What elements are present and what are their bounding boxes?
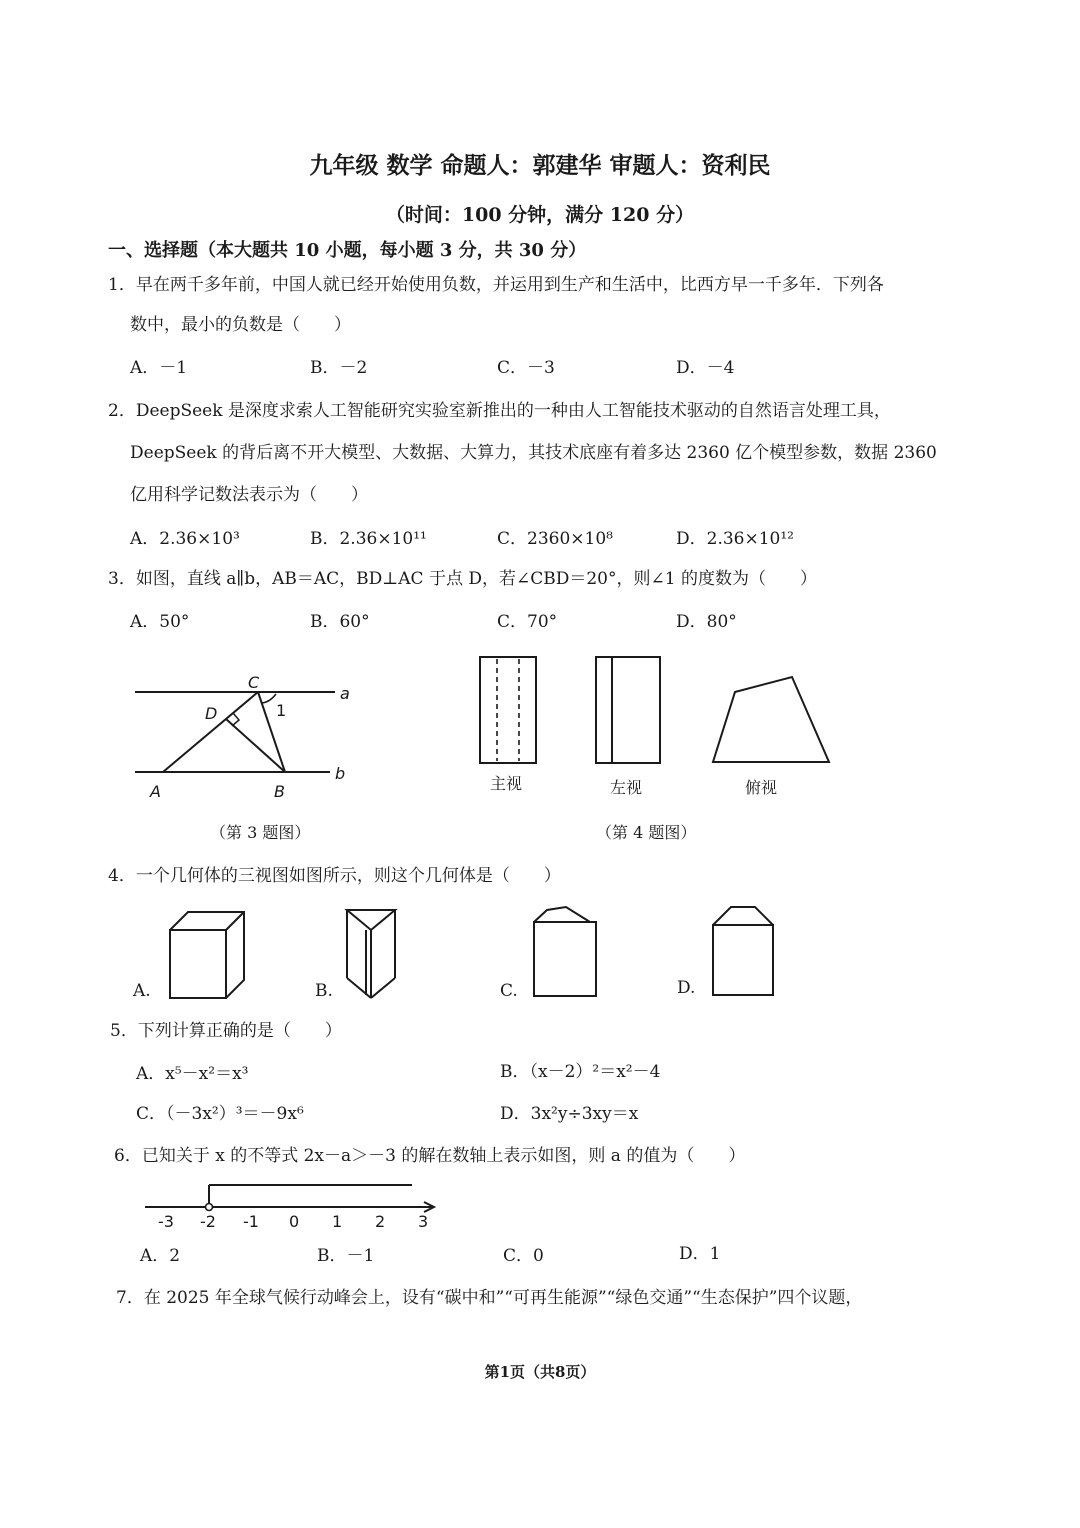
question-4-option-d: D. bbox=[677, 978, 696, 998]
label-a-line: a bbox=[340, 684, 350, 703]
question-4-line-1: 4．一个几何体的三视图如图所示，则这个几何体是（ ） bbox=[108, 866, 561, 886]
label-a-point: A bbox=[150, 782, 161, 801]
question-2-line-1: 2．DeepSeek 是深度求索人工智能研究实验室新推出的一种由人工智能技术驱动的自然语言处理工具， bbox=[108, 401, 891, 421]
front-view-label: 主视 bbox=[490, 774, 523, 793]
question-3-option-d: D．80° bbox=[676, 612, 737, 632]
question-2-line-2: DeepSeek 的背后离不开大模型、大数据、大算力，其技术底座有着多达 2360 亿个模型参数，数据 2360 bbox=[130, 443, 937, 463]
question-6-option-d: D．1 bbox=[679, 1244, 721, 1264]
question-1-option-a: A．－1 bbox=[130, 358, 188, 378]
question-6-option-b: B．－1 bbox=[317, 1246, 375, 1266]
question-2-option-b: B．2.36×10¹¹ bbox=[310, 529, 427, 549]
question-1-option-d: D．－4 bbox=[676, 358, 735, 378]
question-5-option-b: B．（x－2）²＝x²－4 bbox=[500, 1062, 661, 1082]
label-b-line: b bbox=[335, 764, 346, 783]
question-3-line-1: 3．如图，直线 a∥b，AB＝AC，BD⊥AC 于点 D，若∠CBD＝20°，则∠1 的度数为（ ） bbox=[108, 569, 817, 589]
tick-label: -1 bbox=[243, 1212, 259, 1231]
tick-label: -3 bbox=[158, 1212, 174, 1231]
question-2-option-a: A．2.36×10³ bbox=[130, 529, 240, 549]
label-angle-1: 1 bbox=[276, 701, 287, 720]
question-1-option-c: C．－3 bbox=[497, 358, 555, 378]
question-1-line-2: 数中，最小的负数是（ ） bbox=[130, 315, 351, 335]
tick-label: 3 bbox=[418, 1212, 429, 1231]
tick-label: -2 bbox=[200, 1212, 216, 1231]
question-2-option-c: C．2360×10⁸ bbox=[497, 529, 613, 549]
question-3-option-c: C．70° bbox=[497, 612, 558, 632]
tick-label: 0 bbox=[289, 1212, 300, 1231]
question-2-option-d: D．2.36×10¹² bbox=[676, 529, 794, 549]
tick-label: 2 bbox=[375, 1212, 386, 1231]
figure-4-caption: （第 4 题图） bbox=[596, 823, 697, 842]
figure-3-caption: （第 3 题图） bbox=[210, 823, 311, 842]
question-5-line-1: 5．下列计算正确的是（ ） bbox=[110, 1021, 342, 1041]
question-4-option-b: B. bbox=[315, 981, 333, 1001]
question-6-option-a: A．2 bbox=[140, 1246, 181, 1266]
question-5-option-a: A．x⁵－x²＝x³ bbox=[136, 1064, 249, 1084]
question-4-option-a: A. bbox=[133, 981, 151, 1001]
page-subtitle: （时间：100 分钟，满分 120 分） bbox=[385, 204, 695, 226]
page-footer: 第1页（共8页） bbox=[484, 1363, 596, 1381]
question-1-option-b: B．－2 bbox=[310, 358, 368, 378]
left-view-label: 左视 bbox=[610, 778, 643, 797]
question-3-option-b: B．60° bbox=[310, 612, 370, 632]
question-1-line-1: 1．早在两千多年前，中国人就已经开始使用负数，并运用到生产和生活中，比西方早一千多年．下列各 bbox=[108, 275, 884, 295]
top-view-label: 俯视 bbox=[745, 778, 778, 797]
label-d: D bbox=[205, 704, 218, 723]
page-title: 九年级 数学 命题人：郭建华 审题人：资利民 bbox=[309, 152, 771, 179]
question-2-line-3: 亿用科学记数法表示为（ ） bbox=[130, 485, 368, 505]
question-5-option-d: D．3x²y÷3xy＝x bbox=[500, 1104, 639, 1124]
tick-label: 1 bbox=[332, 1212, 343, 1231]
label-c: C bbox=[248, 673, 260, 692]
question-6-line-1: 6．已知关于 x 的不等式 2x－a＞－3 的解在数轴上表示如图，则 a 的值为（ ） bbox=[114, 1146, 746, 1166]
question-4-option-c: C. bbox=[500, 981, 518, 1001]
label-b-point: B bbox=[274, 782, 285, 801]
section-heading: 一、选择题（本大题共 10 小题，每小题 3 分，共 30 分） bbox=[108, 240, 587, 261]
question-5-option-c: C．（－3x²）³＝－9x⁶ bbox=[136, 1104, 304, 1124]
question-3-option-a: A．50° bbox=[130, 612, 190, 632]
question-7-line-1: 7．在 2025 年全球气候行动峰会上，设有“碳中和”“可再生能源”“绿色交通”“生态保护”四个议题， bbox=[116, 1288, 863, 1308]
question-6-option-c: C．0 bbox=[503, 1246, 544, 1266]
